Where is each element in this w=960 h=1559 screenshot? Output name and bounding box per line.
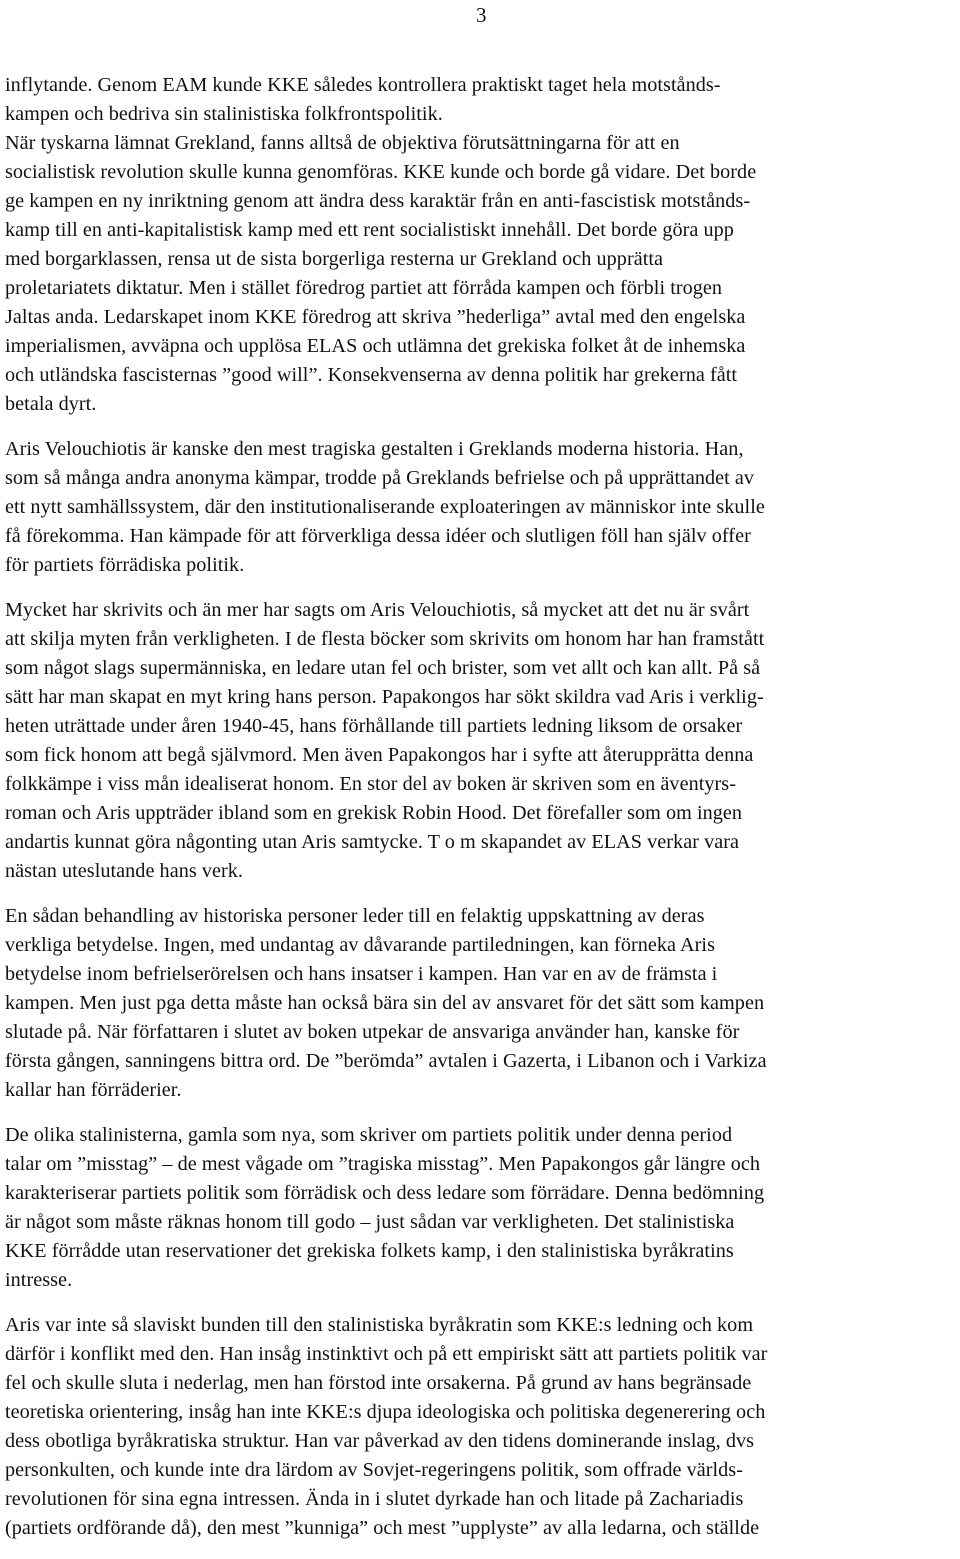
text-line: roman och Aris uppträder ibland som en grekisk Robin Hood. Det förefaller som om ingen bbox=[5, 802, 743, 824]
text-line: (partiets ordförande då), den mest ”kunniga” och mest ”upplyste” av alla ledarna, och ställde bbox=[5, 1517, 760, 1539]
text-line: för partiets förrädiska politik. bbox=[5, 554, 245, 576]
text-line: andartis kunnat göra någonting utan Aris samtycke. T o m skapandet av ELAS verkar vara bbox=[5, 831, 740, 853]
page-number: 3 bbox=[476, 3, 487, 27]
text-line: sätt har man skapat en myt kring hans person. Papakongos har sökt skildra vad Aris i verklig- bbox=[5, 686, 764, 708]
document-body bbox=[5, 71, 957, 1559]
text-line: att skilja myten från verkligheten. I de flesta böcker som skrivits om honom har han framstått bbox=[5, 628, 765, 650]
text-line: När tyskarna lämnat Grekland, fanns alltså de objektiva förutsättningarna för att en bbox=[5, 132, 680, 154]
text-line: revolutionen för sina egna intressen. Ända in i slutet dyrkade han och litade på Zachariadis bbox=[5, 1488, 744, 1510]
text-line: Jaltas anda. Ledarskapet inom KKE föredrog att skriva ”hederliga” avtal med den engelska bbox=[5, 306, 746, 328]
text-line: kampen. Men just pga detta måste han också bära sin del av ansvaret för det sätt som kampen bbox=[5, 992, 765, 1014]
text-line: KKE förrådde utan reservationer det grekiska folkets kamp, i den stalinistiska byråkratins bbox=[5, 1240, 734, 1262]
paragraph bbox=[5, 902, 957, 1105]
paragraph bbox=[5, 71, 957, 419]
text-line: första gången, sanningens bittra ord. De ”berömda” avtalen i Gazerta, i Libanon och i Varkiza bbox=[5, 1050, 767, 1072]
text-line: som fick honom att begå självmord. Men även Papakongos har i syfte att återupprätta denna bbox=[5, 744, 754, 766]
text-line: med borgarklassen, rensa ut de sista borgerliga resterna ur Grekland och upprätta bbox=[5, 248, 664, 270]
text-line: betala dyrt. bbox=[5, 393, 97, 415]
text-line: proletariatets diktatur. Men i stället föredrog partiet att förråda kampen och förbli trogen bbox=[5, 277, 723, 299]
paragraph bbox=[5, 1121, 957, 1295]
text-line: kallar han förräderier. bbox=[5, 1079, 182, 1101]
text-line: kamp till en anti-kapitalistisk kamp med ett rent socialistiskt innehåll. Det borde göra upp bbox=[5, 219, 734, 241]
text-line: De olika stalinisterna, gamla som nya, som skriver om partiets politik under denna period bbox=[5, 1124, 733, 1146]
text-line: verkliga betydelse. Ingen, med undantag av dåvarande partiledningen, kan förneka Aris bbox=[5, 934, 715, 956]
text-line: ett nytt samhällssystem, där den institutionaliserande exploateringen av människor inte skulle bbox=[5, 496, 765, 518]
text-line: ge kampen en ny inriktning genom att ändra dess karaktär från en anti-fascistisk motstånds- bbox=[5, 190, 751, 212]
text-line: intresse. bbox=[5, 1269, 73, 1291]
text-line: En sådan behandling av historiska personer leder till en felaktig uppskattning av deras bbox=[5, 905, 705, 927]
text-line: karakteriserar partiets politik som förrädisk och dess ledare som förrädare. Denna bedömning bbox=[5, 1182, 765, 1204]
text-line: dess obotliga byråkratiska struktur. Han var påverkad av den tidens dominerande inslag, dvs bbox=[5, 1430, 755, 1452]
text-line: imperialismen, avväpna och upplösa ELAS och utlämna det grekiska folket åt de inhemska bbox=[5, 335, 746, 357]
text-line: och utländska fascisternas ”good will”. Konsekvenserna av denna politik har grekerna fått bbox=[5, 364, 738, 386]
text-line: kampen och bedriva sin stalinistiska folkfrontspolitik. bbox=[5, 103, 443, 125]
text-line: nästan uteslutande hans verk. bbox=[5, 860, 244, 882]
text-line: som något slags supermänniska, en ledare utan fel och brister, som vet allt och kan allt. På så bbox=[5, 657, 761, 679]
text-line: talar om ”misstag” – de mest vågade om ”tragiska misstag”. Men Papakongos går längre och bbox=[5, 1153, 761, 1175]
text-line: inflytande. Genom EAM kunde KKE således kontrollera praktiskt taget hela motstånds- bbox=[5, 74, 721, 96]
text-line: personkulten, och kunde inte dra lärdom av Sovjet-regeringens politik, som offrade världs- bbox=[5, 1459, 743, 1481]
text-line: Mycket har skrivits och än mer har sagts om Aris Velouchiotis, så mycket att det nu är svårt bbox=[5, 599, 750, 621]
paragraph bbox=[5, 435, 957, 580]
text-line: socialistisk revolution skulle kunna genomföras. KKE kunde och borde gå vidare. Det borde bbox=[5, 161, 757, 183]
paragraph bbox=[5, 1311, 957, 1543]
text-line: är något som måste räknas honom till godo – just sådan var verkligheten. Det stalinistiska bbox=[5, 1211, 735, 1233]
text-line: betydelse inom befrielserörelsen och hans insatser i kampen. Han var en av de främsta i bbox=[5, 963, 718, 985]
text-line: heten uträttade under åren 1940-45, hans förhållande till partiets ledning liksom de orsaker bbox=[5, 715, 743, 737]
paragraph bbox=[5, 596, 957, 886]
text-line: därför i konflikt med den. Han insåg instinktivt och på ett empiriskt sätt att partiets politik var bbox=[5, 1343, 768, 1365]
text-line: få förekomma. Han kämpade för att förverkliga dessa idéer och slutligen föll han själv offer bbox=[5, 525, 751, 547]
text-line: Aris var inte så slaviskt bunden till den stalinistiska byråkratin som KKE:s ledning och kom bbox=[5, 1314, 754, 1336]
text-line: fel och skulle sluta i nederlag, men han förstod inte orsakerna. På grund av hans begränsade bbox=[5, 1372, 752, 1394]
text-line: teoretiska orientering, insåg han inte KKE:s djupa ideologiska och politiska degenerering och bbox=[5, 1401, 766, 1423]
text-line: folkkämpe i viss mån idealiserat honom. En stor del av boken är skriven som en äventyrs- bbox=[5, 773, 736, 795]
text-line: som så många andra anonyma kämpar, trodde på Greklands befrielse och på upprättandet av bbox=[5, 467, 755, 489]
text-line: Aris Velouchiotis är kanske den mest tragiska gestalten i Greklands moderna historia. Han, bbox=[5, 438, 744, 460]
text-line: slutade på. När författaren i slutet av boken utpekar de ansvariga använder han, kanske för bbox=[5, 1021, 740, 1043]
